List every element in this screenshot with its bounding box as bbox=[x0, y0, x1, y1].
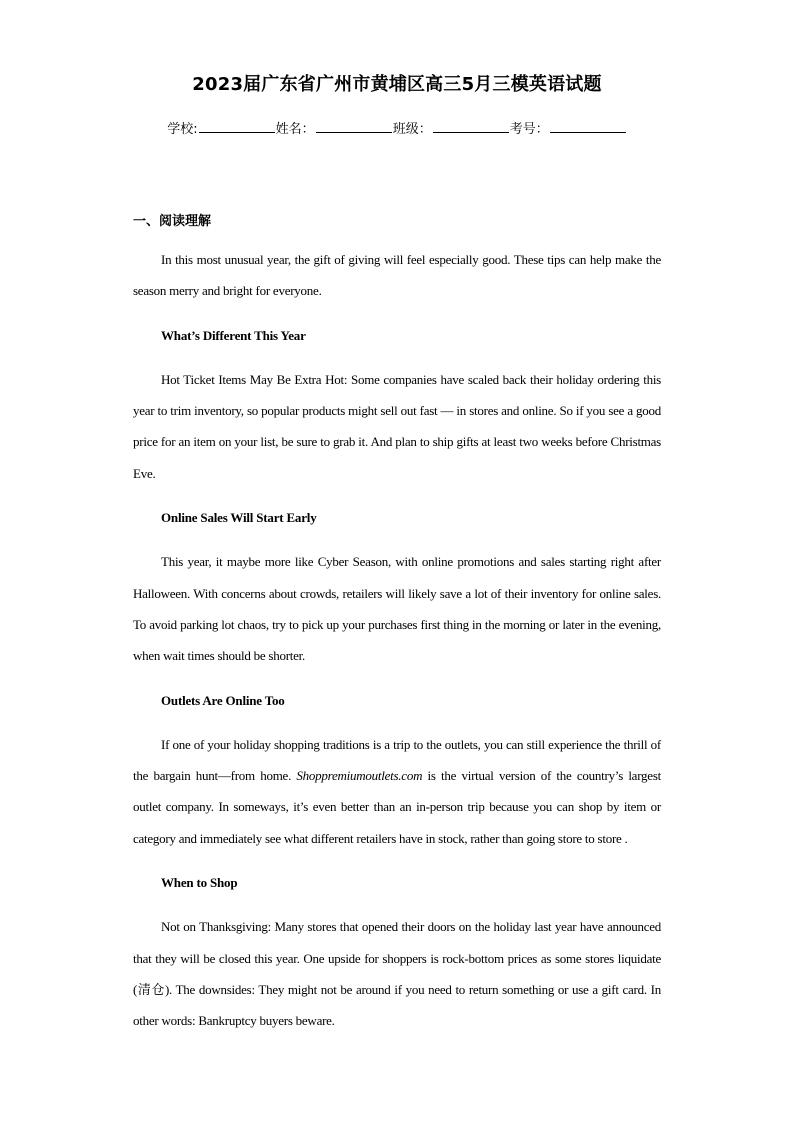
exam-number-label: 考号： bbox=[509, 122, 549, 137]
subheading-outlets-online: Outlets Are Online Too bbox=[161, 692, 285, 708]
paragraph-outlets bbox=[133, 729, 661, 854]
school-label: 学校: bbox=[167, 122, 198, 137]
passage-intro: In this most unusual year, the gift of giving will feel especially good. These tips can help make the season merry and bright for everyone. bbox=[133, 252, 661, 299]
paragraph-hot-ticket: Hot Ticket Items May Be Extra Hot: Some companies have scaled back their holiday ordering this year to trim inventory, so popular products might sell out fast — in stores and online. So if you see a good price for an item on your list, be sure to grab it. And plan to ship gifts at least two weeks before Christmas Eve. bbox=[133, 371, 661, 481]
school-blank[interactable] bbox=[199, 131, 275, 133]
class-blank[interactable] bbox=[433, 131, 509, 133]
class-label: 班级： bbox=[392, 122, 432, 137]
paragraph-cyber-season: This year, it maybe more like Cyber Season, with online promotions and sales starting right after Halloween. With concerns about crowds, retailers will likely save a lot of their inventory for online sales. To avoid parking lot chaos, try to pick up your purchases first thing in the morning or later in the evening, when wait times should be shorter. bbox=[133, 554, 661, 664]
outlets-text-b: is the virtual version of the country’s largest outlet company. In someways, it’s even better than an in-person trip because you can shop by item or category and immediately see what different retailers have in stock, rather than going store to store . bbox=[133, 768, 661, 846]
subheading-when-to-shop: When to Shop bbox=[161, 875, 238, 891]
paragraph-thanksgiving: Not on Thanksgiving: Many stores that opened their doors on the holiday last year have announced that they will be closed this year. One upside for shoppers is rock-bottom prices as some stores liquidate (清仓). The downsides: They might not be around if you need to return something or use a gift card. In other words: Bankruptcy buyers beware. bbox=[133, 919, 661, 1029]
name-label: 姓名： bbox=[275, 122, 315, 137]
section-heading: 一、阅读理解 bbox=[133, 214, 212, 229]
subheading-whats-different: What’s Different This Year bbox=[161, 327, 306, 343]
name-blank[interactable] bbox=[316, 131, 392, 133]
exam-number-blank[interactable] bbox=[550, 131, 626, 133]
outlets-text-a: If one of your holiday shopping traditions is a trip to the outlets, you can still experience the thrill of the bargain hunt—from home. bbox=[133, 736, 661, 784]
student-info-row bbox=[0, 118, 794, 137]
outlets-website: Shoppremiumoutlets.com bbox=[296, 768, 423, 784]
exam-title: 2023届广东省广州市黄埔区高三5月三模英语试题 bbox=[192, 74, 602, 95]
subheading-online-sales: Online Sales Will Start Early bbox=[161, 510, 317, 526]
reading-passage bbox=[133, 244, 661, 1037]
